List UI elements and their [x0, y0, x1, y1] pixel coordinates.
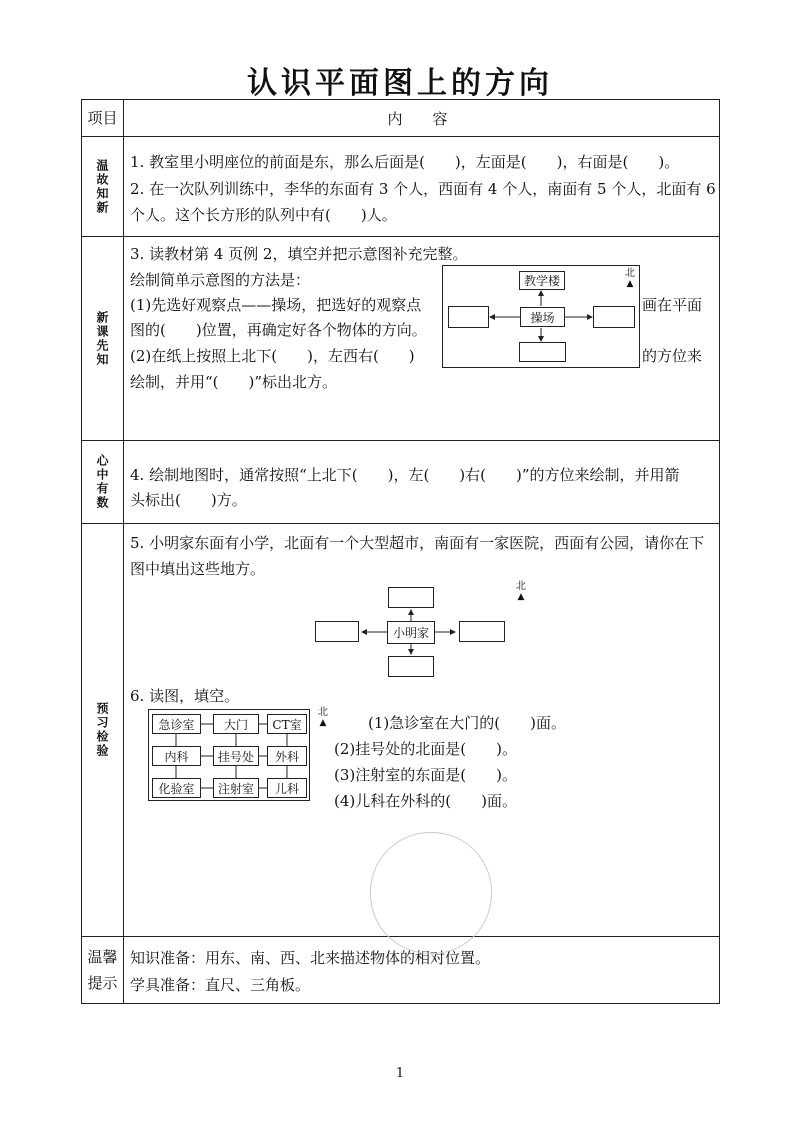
home-blank-left [315, 621, 359, 642]
header-content-cell [124, 100, 711, 136]
north-label: 北 [625, 268, 635, 279]
section-review-label: 温故知新 [95, 158, 109, 215]
section-mind-label-cell [82, 441, 124, 523]
home-north-label: 北 [516, 581, 526, 592]
tip-knowledge: 知识准备：用东、南、西、北来描述物体的相对位置。 [130, 949, 491, 967]
hospital-map [148, 709, 310, 801]
map-cell-surgery: 外科 [267, 746, 307, 766]
question-2-line1: 2. 在一次队列训练中，李华的东面有 3 个人，西面有 4 个人，南面有 5 个人，北面有 6 [130, 180, 716, 198]
home-north-arrow-icon: ▲ [517, 592, 525, 602]
method-title: 绘制简单示意图的方法是： [130, 271, 311, 289]
map-cell-pediatrics: 儿科 [267, 778, 307, 798]
page-number: 1 [395, 1066, 405, 1081]
map-cell-emergency: 急诊室 [152, 714, 201, 734]
section-mind-content [130, 441, 711, 523]
page-title: 认识平面图上的方向 [247, 66, 553, 101]
question-5-line2: 图中填出这些地方。 [130, 560, 266, 578]
side-text-1: 画在平面 [642, 296, 703, 314]
map-cell-gate: 大门 [213, 714, 259, 734]
section-mind-label: 心中有数 [95, 454, 109, 510]
section-preview-label: 预习检验 [95, 702, 109, 758]
question-5-line1: 5. 小明家东面有小学，北面有一个大型超市，南面有一家医院，西面有公园，请你在下 [130, 534, 705, 552]
diagram-box-center: 操场 [520, 307, 565, 327]
section-newlesson-label-cell [82, 237, 124, 440]
home-blank-bottom [388, 656, 434, 677]
hospital-north-label: 北 [318, 707, 328, 718]
question-6-item-4: (4)儿科在外科的( )面。 [334, 792, 517, 810]
north-arrow-icon: ▲ [626, 279, 634, 289]
home-diagram [314, 584, 514, 680]
section-tips-label: 温馨提示 [87, 948, 118, 992]
question-6-item-1: (1)急诊室在大门的( )面。 [368, 714, 566, 732]
method-step-2-line1: (2)在纸上按照上北下( )，左西右( ) [130, 347, 415, 365]
diagram-blank-left [448, 306, 489, 328]
section-tips-label-cell [82, 937, 124, 1003]
section-review [81, 136, 720, 236]
hospital-north-indicator [318, 708, 328, 728]
question-6-item-3: (3)注射室的东面是( )。 [334, 766, 517, 784]
question-3: 3. 读教材第 4 页例 2，填空并把示意图补充完整。 [130, 245, 468, 263]
diagram-box-top: 教学楼 [519, 271, 565, 290]
home-blank-top [388, 587, 434, 608]
home-north-indicator [516, 582, 526, 602]
tip-tools: 学具准备：直尺、三角板。 [130, 976, 311, 994]
section-review-content [130, 137, 716, 236]
table-header-row [81, 99, 720, 136]
watermark-stamp [370, 832, 492, 954]
header-content-label: 内 容 [387, 109, 448, 128]
section-mind [81, 440, 720, 523]
question-4-line2: 头标出( )方。 [130, 491, 247, 509]
home-blank-right [459, 621, 505, 642]
header-item-label: 项目 [87, 109, 118, 127]
diagram-blank-right [593, 306, 635, 328]
header-item-cell [82, 100, 124, 136]
question-6-title: 6. 读图，填空。 [130, 687, 240, 705]
campus-diagram [442, 265, 640, 368]
method-step-1-line2: 图的( )位置，再确定好各个物体的方向。 [130, 321, 427, 339]
map-cell-lab: 化验室 [152, 778, 201, 798]
section-newlesson [81, 236, 720, 440]
map-cell-internal: 内科 [152, 746, 201, 766]
map-cell-ct: CT室 [267, 714, 307, 734]
hospital-north-arrow-icon: ▲ [319, 718, 327, 728]
map-cell-registration: 挂号处 [213, 746, 259, 766]
section-preview-label-cell [82, 524, 124, 936]
map-cell-injection: 注射室 [213, 778, 259, 798]
question-2-line2: 个人。这个长方形的队列中有( )人。 [130, 206, 397, 224]
side-text-2: 的方位来 [642, 347, 703, 365]
question-1: 1. 教室里小明座位的前面是东，那么后面是( )，左面是( )，右面是( )。 [130, 153, 680, 171]
question-4-line1: 4. 绘制地图时，通常按照“上北下( )，左( )右( )”的方位来绘制，并用箭 [130, 466, 680, 484]
method-step-1-line1: (1)先选好观察点——操场，把选好的观察点 [130, 296, 422, 314]
method-step-2-line2: 绘制，并用“( )”标出北方。 [130, 373, 338, 391]
home-center-box: 小明家 [387, 621, 435, 644]
question-6-item-2: (2)挂号处的北面是( )。 [334, 740, 517, 758]
diagram-blank-bottom [519, 342, 566, 362]
section-review-label-cell [82, 137, 124, 236]
section-newlesson-label: 新课先知 [95, 310, 109, 367]
